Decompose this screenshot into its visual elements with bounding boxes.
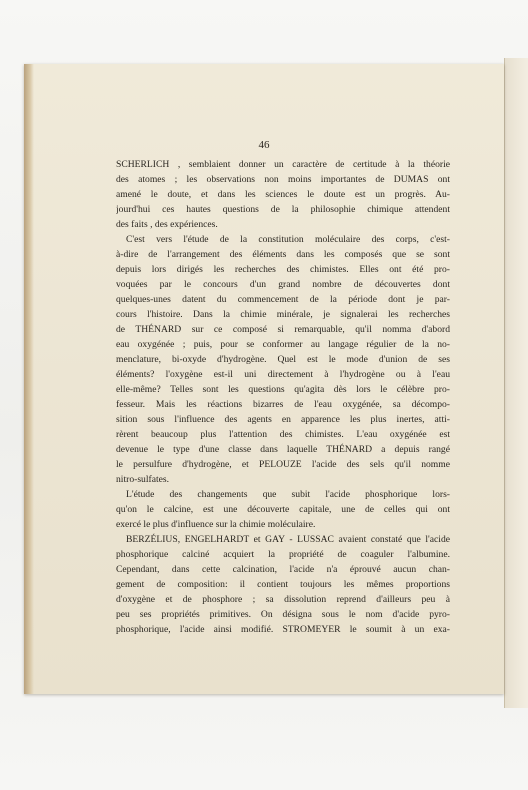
text-line: gement de composition: il contient toujours les mêmes proportions [116,579,450,590]
text-line: BERZÉLIUS, ENGELHARDT et GAY - LUSSAC avaient constaté que l'acide [126,534,450,545]
text-line: fesseur. Mais les réactions bizarres de l'eau oxygénée, sa décompo- [116,399,450,410]
text-line: d'oxygène et de phosphore ; sa dissolution reprend d'ailleurs peu à [116,594,450,605]
body-text [116,157,450,637]
text-line: cours l'histoire. Dans la chimie minérale, je signalerai les recherches [116,309,450,320]
facing-page-edge [504,58,528,708]
text-line: des atomes ; les observations non moins importantes de DUMAS ont [116,174,450,185]
text-line: amené le doute, et dans les sciences le doute est un progrès. Au- [116,189,450,200]
text-line: elle-même? Telles sont les questions qu'agita dès lors le célèbre pro- [116,384,450,395]
text-line: depuis lors dirigés les recherches des chimistes. Elles ont été pro- [116,264,450,275]
text-line: devenue le type d'une classe dans laquelle THÉNARD a depuis rangé [116,444,450,455]
text-line: nitro-sulfates. [116,474,170,485]
text-line: eau oxygénée ; puis, pour se conformer au langage régulier de la no- [116,339,450,350]
text-line: menclature, bi-oxyde d'hydrogène. Quel est le mode d'union de ses [116,354,450,365]
text-line: le persulfure d'hydrogène, et PELOUZE l'acide des sels qu'il nomme [116,459,450,470]
text-line: des faits , des expériences. [116,219,218,230]
text-line: L'étude des changements que subit l'acide phosphorique lors- [126,489,450,500]
text-line: rèrent beaucoup plus l'attention des chimistes. L'eau oxygénée est [116,429,450,440]
text-line: à-dire de l'arrangement des éléments dans les composés que se sont [116,249,450,260]
text-line: phosphorique, l'acide ainsi modifié. STROMEYER le soumit à un exa- [116,624,450,635]
page-number: 46 [258,139,270,151]
text-line: sition sous l'influence des agents en apparence les plus inertes, atti- [116,414,450,425]
text-line: de THÉNARD sur ce composé si remarquable, qu'il nomma d'abord [116,324,450,335]
text-line: exercé le plus d'influence sur la chimie moléculaire. [116,519,316,530]
text-line: Cependant, dans cette calcination, l'acide n'a éprouvé aucun chan- [116,564,450,575]
text-line: éléments? l'oxygène est-il uni directement à l'hydrogène ou à l'eau [116,369,450,380]
book-page [24,64,504,694]
page-gutter-shadow [24,64,34,694]
text-line: qu'on le calcine, est une découverte capitale, une de celles qui ont [116,504,450,515]
text-line: C'est vers l'étude de la constitution moléculaire des corps, c'est- [126,234,450,245]
text-line: phosphorique calciné acquiert la propriété de coaguler l'albumine. [116,549,450,560]
text-line: voquées par le concours d'un grand nombre de découvertes dont [116,279,450,290]
text-line: SCHERLICH , semblaient donner un caractère de certitude à la théorie [116,159,450,170]
text-line: peu ses propriétés primitives. On désigna sous le nom d'acide pyro- [116,609,450,620]
text-line: jourd'hui ces hautes questions de la philosophie chimique attendent [116,204,450,215]
text-line: quelques-unes datent du commencement de la période dont je par- [116,294,450,305]
